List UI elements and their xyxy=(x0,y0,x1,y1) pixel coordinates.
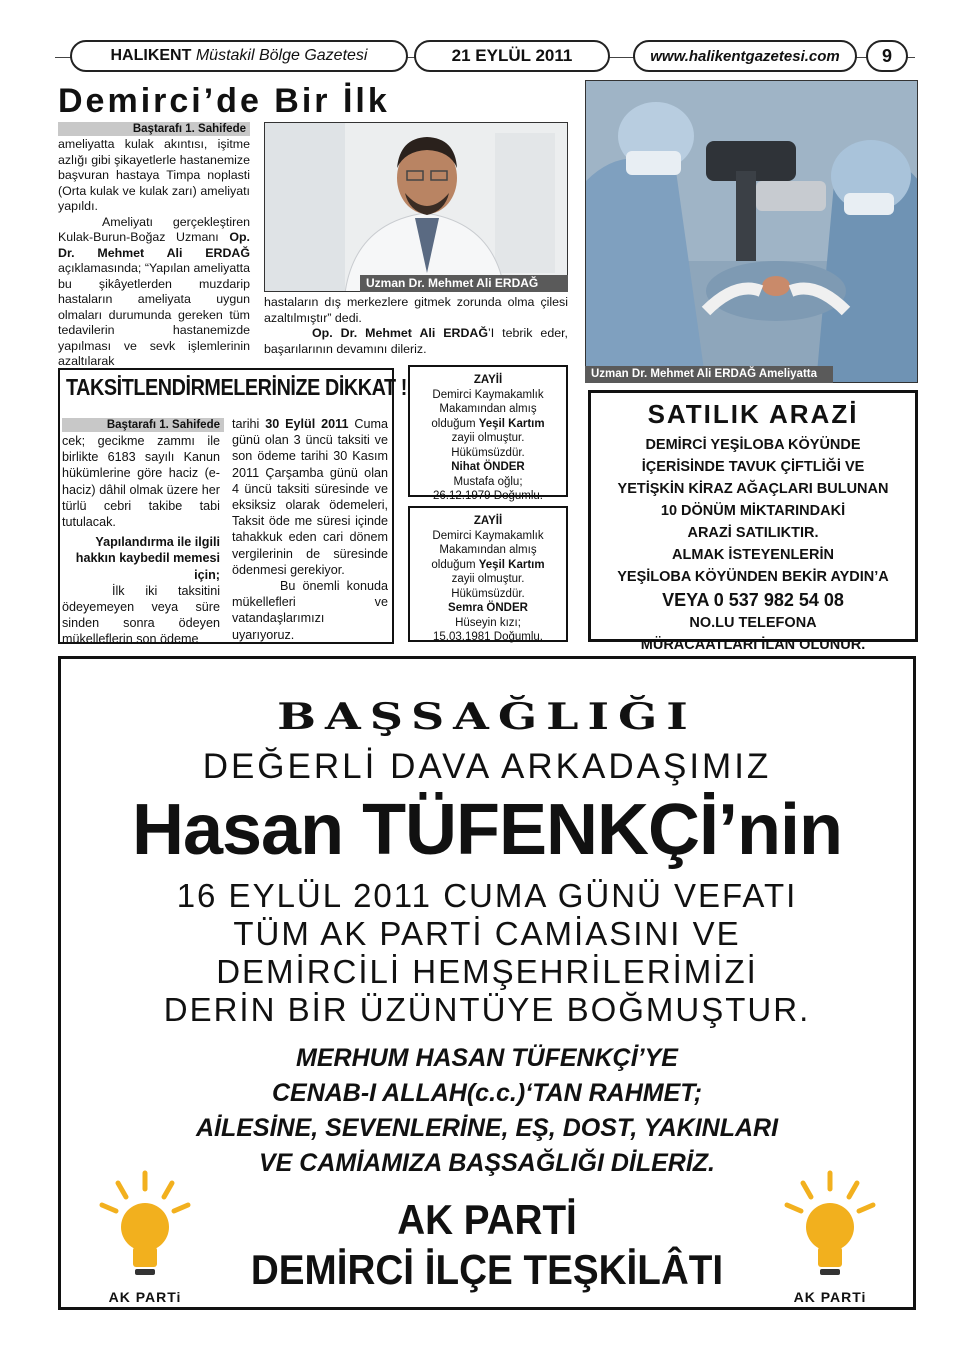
land-ad-line7: YEŞİLOBA KÖYÜNDEN BEKİR AYDIN’A xyxy=(617,569,889,585)
condolence-p1: 16 EYLÜL 2011 CUMA GÜNÜ VEFATI xyxy=(176,877,798,914)
article2-col1-p1: cek; gecikme zammı ile birlikte 6183 sayılı Kanun hükümlerine göre haciz (e-haciz) dâhil olmak üzere her türlü cebri takibe tabi tutulacak. xyxy=(62,434,220,530)
article2-col2-p2: Bu önemli konuda mükellefleri ve vatandaşlarımızı uyarıyoruz. xyxy=(232,579,388,642)
paper-name-pill xyxy=(70,40,408,72)
land-ad-phone: VEYA 0 537 982 54 08 xyxy=(662,590,844,610)
zayi1-line4: zayii olmuştur. xyxy=(451,432,525,444)
condolence-q1: MERHUM HASAN TÜFENKÇİ’YE xyxy=(296,1044,678,1072)
article1-col1-p1: ameliyatta kulak akıntısı, işitme azlığı gibi şikayetlerle hastanemize başvuran hastaya Timpa noplasti (Orta kulak ve kulak zarı) ameliyatı yapıldı. xyxy=(58,137,250,213)
article2-col2-pre: tarihi xyxy=(232,417,260,431)
logo-left-label: AK PARTi xyxy=(108,1289,182,1305)
condolence-q2: CENAB-I ALLAH(c.c.)‘TAN RAHMET; xyxy=(271,1079,703,1107)
article1-col2-p1: hastaların dış merkezlere gitmek zorunda olma çilesi azaltılmıştır” dedi. xyxy=(264,295,568,325)
condolence-sign1: AK PARTİ xyxy=(397,1196,577,1243)
zayi2-line3-bold: Yeşil Kartım xyxy=(478,558,545,571)
zayi1-line3-pre: olduğum xyxy=(431,417,476,430)
land-ad-line6: ALMAK İSTEYENLERİN xyxy=(672,547,834,563)
zayi2-parent: Hüseyin kızı; xyxy=(455,616,521,629)
article2-col1 xyxy=(62,433,220,648)
zayi1-heading: ZAYİİ xyxy=(473,374,503,386)
doctor-photo-caption: Uzman Dr. Mehmet Ali ERDAĞ xyxy=(360,275,568,292)
surgery-photo-caption: Uzman Dr. Mehmet Ali ERDAĞ Ameliyatta xyxy=(585,366,833,383)
condolence-q4: VE CAMİAMIZA BAŞSAĞLIĞI DİLERİZ. xyxy=(258,1149,716,1177)
logo-right-label: AK PARTi xyxy=(793,1289,867,1305)
website-link[interactable]: www.halikentgazetesi.com xyxy=(633,40,857,72)
article1-continued-tag: Baştarafı 1. Sahifede xyxy=(58,122,250,136)
article1-col2-name: Op. Dr. Mehmet Ali ERDAĞ xyxy=(312,326,488,340)
paper-subtitle: Müstakil Bölge Gazetesi xyxy=(195,47,368,64)
condolence-line1: DEĞERLİ DAVA ARKADAŞIMIZ xyxy=(202,747,772,786)
article1-col1-p2-post: açıklamasında; “Yapılan ameliyatta bu şikâyetlerden muzdarip hastaların ameliyata uygun olmaları durumunda gereken tüm tedavilerin hastanemizde yapılması ve sevk işlemlerinin azaltılarak xyxy=(58,261,250,368)
ak-parti-logo-left xyxy=(90,1165,200,1305)
article1-col1-p2-pre: Ameliyatı gerçekleştiren Kulak-Burun-Boğaz Uzmanı xyxy=(58,214,250,244)
zayi-notice-1 xyxy=(408,365,568,502)
article1-col1 xyxy=(58,137,250,370)
article1-title: Demirci’de Bir İlk xyxy=(58,82,390,120)
zayi2-line4: zayii olmuştur. xyxy=(451,573,525,585)
zayi1-birth: 26.12.1979 Doğumlu. xyxy=(433,490,543,502)
article2-col1-p2: İlk iki taksitini ödeyemeyen veya süre sinden sonra ödeyen mükelleflerin son ödeme xyxy=(62,583,220,647)
zayi2-name: Semra ÖNDER xyxy=(448,602,528,614)
doctor-photo xyxy=(264,122,568,292)
condolence-title: BAŞSAĞLIĞI xyxy=(277,694,697,738)
paper-name: HALIKENT xyxy=(110,47,192,64)
article2-title: TAKSİTLENDİRMELERİNİZE DİKKAT ! xyxy=(66,374,407,400)
zayi-notice-2 xyxy=(408,506,568,642)
condolence-sign2: DEMİRCİ İLÇE TEŞKİLÂTI xyxy=(250,1246,724,1293)
zayi1-line3-bold: Yeşil Kartım xyxy=(478,417,545,430)
article1-doctor-name: Op. Dr. Mehmet Ali ERDAĞ xyxy=(58,230,250,260)
zayi2-line2: Makamından almış xyxy=(439,544,537,556)
land-ad-line1: DEMİRCİ YEŞİLOBA KÖYÜNDE xyxy=(645,437,861,453)
article2-col2 xyxy=(232,416,388,643)
bulb-icon xyxy=(90,1165,200,1285)
zayi2-heading: ZAYİİ xyxy=(473,515,503,527)
land-ad-line8: NO.LU TELEFONA xyxy=(689,615,817,631)
article1-col2-p2-post: ’I tebrik eder, başarılarının devamını dileriz. xyxy=(264,326,568,356)
zayi1-line2: Makamından almış xyxy=(439,403,537,415)
condolence-q3: AİLESİNE, SEVENLERİNE, EŞ, DOST, YAKINLARI xyxy=(195,1114,779,1142)
surgery-image xyxy=(586,81,918,383)
article1-col2 xyxy=(264,295,568,357)
land-ad-title: SATILIK ARAZİ xyxy=(647,399,859,429)
zayi1-line5: Hükümsüzdür. xyxy=(451,446,525,459)
condolence-p4: DERİN BİR ÜZÜNTÜYE BOĞMUŞTUR. xyxy=(163,991,811,1028)
zayi2-line3-pre: olduğum xyxy=(431,558,476,571)
land-ad-line5: ARAZİ SATILIKTIR. xyxy=(687,525,819,541)
article2-col1-heading: Yapılandırma ile ilgili hakkın kaybedil memesi için; xyxy=(75,535,220,582)
condolence-deceased-name: Hasan TÜFENKÇİ’nin xyxy=(131,790,843,870)
page-number: 9 xyxy=(866,40,908,72)
zayi1-parent: Mustafa oğlu; xyxy=(453,475,523,488)
land-ad-line4: 10 DÖNÜM MİKTARINDAKİ xyxy=(660,503,846,519)
land-ad-line9: MÜRACAATLARI İLAN OLUNUR. xyxy=(640,637,866,653)
land-for-sale-ad xyxy=(588,390,918,653)
condolence-p3: DEMİRCİLİ HEMŞEHRİLERİMİZİ xyxy=(216,953,758,990)
zayi2-birth: 15.03.1981 Doğumlu. xyxy=(433,631,543,643)
ak-parti-logo-right xyxy=(775,1165,885,1305)
article2-continued-tag: Baştarafı 1. Sahifede xyxy=(62,418,224,432)
surgery-photo xyxy=(585,80,918,383)
bulb-icon xyxy=(775,1165,885,1285)
zayi1-line1: Demirci Kaymakamlık xyxy=(432,388,544,401)
zayi2-line5: Hükümsüzdür. xyxy=(451,587,525,600)
zayi1-name: Nihat ÖNDER xyxy=(451,461,525,473)
article2-col2-date: 30 Eylül 2011 xyxy=(265,417,349,431)
doctor-portrait-image xyxy=(265,123,568,292)
land-ad-line3: YETİŞKİN KİRAZ AĞAÇLARI BULUNAN xyxy=(617,481,889,497)
zayi2-line1: Demirci Kaymakamlık xyxy=(432,529,544,542)
article2-col2-p1: Cuma günü olan 3 üncü taksiti ve son ödeme tarihi 30 Kasım 2011 Çarşamba günü olan 4 üncü taksiti süresinde ve eksiksiz olarak ödemeleri, Taksit öde me süresi içinde tahakkuk eden cari dönem vergilerinin de süresinde ödenmesi gerekiyor. xyxy=(232,417,388,577)
land-ad-line2: İÇERİSİNDE TAVUK ÇİFTLİĞİ VE xyxy=(641,459,865,475)
issue-date: 21 EYLÜL 2011 xyxy=(414,40,610,72)
condolence-p2: TÜM AK PARTİ CAMİASINI VE xyxy=(233,915,741,952)
